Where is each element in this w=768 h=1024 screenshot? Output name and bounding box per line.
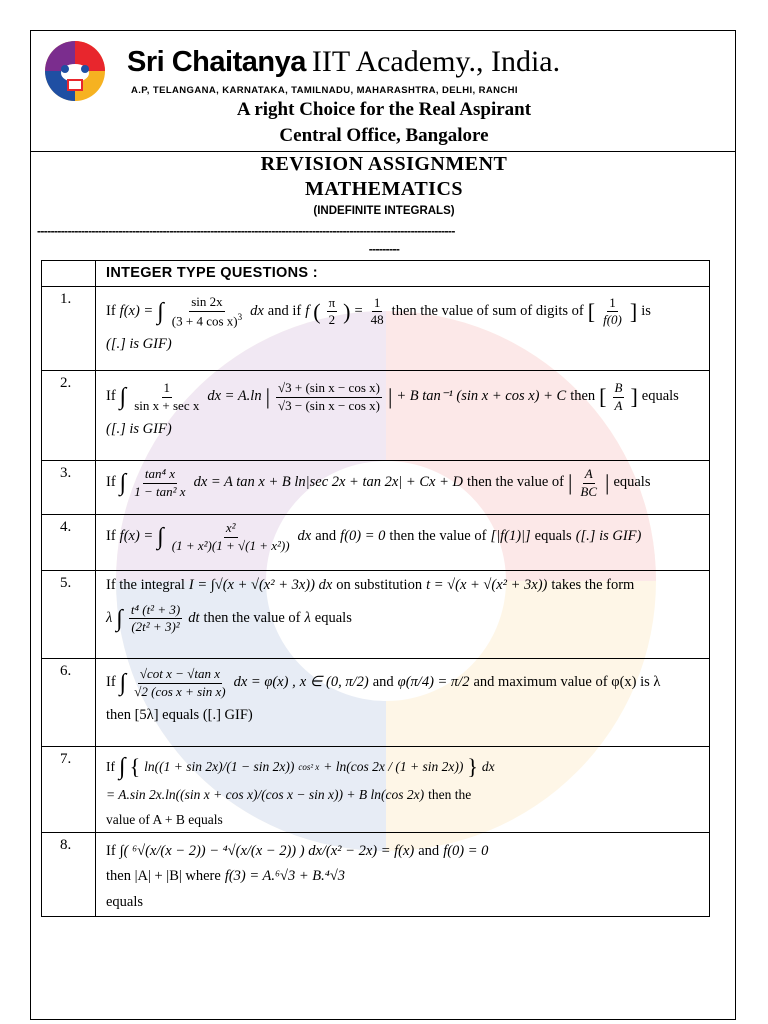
document-page: [30, 30, 736, 1020]
q-text: and: [372, 674, 394, 691]
states-list: A.P, TELANGANA, KARNATAKA, TAMILNADU, MAHARASHTRA, DELHI, RANCHI: [131, 85, 518, 96]
q-text: If the integral: [106, 577, 185, 594]
frac-den: 1 − tan² x: [134, 483, 186, 499]
question-number: 5.: [42, 571, 96, 659]
q-text: then the value of sum of digits of: [391, 303, 584, 320]
question-text: [96, 747, 710, 832]
q-text: then the value of: [389, 528, 487, 545]
q-text: then the value of: [203, 609, 301, 626]
q-fraction: [170, 521, 292, 553]
bracket: [: [587, 298, 596, 324]
q-note: ([.] is GIF): [106, 336, 172, 353]
bracket: ]: [629, 298, 638, 324]
question-text: [96, 659, 710, 747]
paren: (: [313, 298, 321, 324]
abs-bar: |: [605, 470, 610, 496]
question-text: [96, 371, 710, 461]
q-text: If: [106, 842, 116, 859]
q-fraction: [132, 381, 201, 413]
integral-sign: ∫: [119, 384, 127, 411]
frac-den: (1 + x²)(1 + √(1 + x²)): [171, 537, 290, 553]
q-math: dx: [250, 303, 264, 320]
q-fraction: [276, 381, 382, 413]
question-text: [96, 461, 710, 515]
q-note: ([.] is GIF): [106, 420, 172, 437]
question-number: 8.: [42, 832, 96, 916]
q-text: then the value of: [466, 474, 564, 491]
q-math: f(0) = 0: [443, 842, 489, 859]
brand-strong: Sri Chaitanya: [127, 46, 306, 78]
question-number: 3.: [42, 461, 96, 515]
tagline: A right Choice for the Real Aspirant: [236, 99, 532, 120]
exponent: cos² x: [298, 761, 320, 772]
q-text: equals: [641, 388, 679, 405]
section-header-row: [42, 261, 710, 287]
q-text: equals: [106, 893, 144, 910]
q-text: If: [106, 474, 116, 491]
frac-den: 48: [370, 312, 384, 328]
question-row: [42, 461, 710, 515]
question-number: 6.: [42, 659, 96, 747]
q-text: equals: [613, 474, 651, 491]
question-row: [42, 515, 710, 571]
q-math: dt: [188, 609, 200, 626]
question-row: [42, 747, 710, 832]
integral-sign: ∫: [157, 524, 164, 551]
empty-cell: [42, 261, 96, 287]
question-number: 4.: [42, 515, 96, 571]
q-math: f(x) =: [119, 303, 154, 320]
abs-bar: |: [387, 384, 393, 410]
q-math: [|f(1)|]: [490, 528, 531, 545]
academy-logo-icon: [43, 39, 107, 103]
q-math: x ∈ (0, π/2): [299, 674, 369, 691]
q-math: ∫( ⁶√(x/(x − 2)) − ⁴√(x/(x − 2)) ) dx/(x² − 2x) = f(x): [119, 842, 415, 859]
frac-num: A: [583, 467, 595, 483]
equals-sign: =: [354, 303, 363, 320]
q-math: + B tan⁻¹ (sin x + cos x) + C: [396, 388, 567, 405]
brand-name: [127, 45, 560, 79]
abs-bar: |: [265, 384, 270, 410]
q-fraction: [613, 381, 625, 413]
q-text: and: [418, 842, 440, 859]
q-math: dx: [481, 759, 495, 775]
frac-den: f(0): [603, 312, 622, 328]
q-fraction: [170, 295, 244, 328]
q-text: and: [315, 528, 337, 545]
q-fraction: [129, 603, 182, 635]
frac-num: sin 2x: [189, 295, 224, 311]
q-math: λ: [106, 609, 113, 626]
q-text: and if: [267, 303, 302, 320]
frac-den: [170, 312, 244, 329]
q-fraction: [601, 296, 624, 328]
q-text: then the: [428, 787, 472, 803]
q-math: f(x) =: [119, 528, 154, 545]
frac-num: 1: [607, 296, 618, 312]
header-divider: [31, 151, 735, 152]
q-text: then [5λ] equals ([.] GIF): [106, 706, 253, 723]
question-text: [96, 515, 710, 571]
frac-den: √3 − (sin x − cos x): [278, 397, 380, 413]
q-math: f(0) = 0: [340, 528, 386, 545]
frac-num: 1: [162, 381, 173, 397]
office-location: Central Office, Bangalore: [279, 125, 489, 146]
q-text: If: [106, 528, 116, 545]
integral-sign: ∫: [119, 754, 126, 781]
frac-num: √3 + (sin x − cos x): [276, 381, 382, 397]
integral-sign: ∫: [116, 605, 123, 632]
question-row: [42, 287, 710, 371]
q-text: equals: [314, 609, 352, 626]
q-math: = A.sin 2x.ln((sin x + cos x)/(cos x − sin x)) + B ln(cos 2x): [106, 787, 425, 803]
q-text: equals: [534, 528, 572, 545]
frac-num: t⁴ (t² + 3): [129, 603, 182, 619]
q-math: ln((1 + sin 2x)/(1 − sin 2x)): [144, 759, 295, 775]
q-math: dx = φ(x) ,: [233, 674, 296, 691]
frac-num: B: [613, 381, 625, 397]
q-math: f(3) = A.⁶√3 + B.⁴√3: [224, 868, 346, 885]
frac-den-text: (3 + 4 cos x): [171, 313, 238, 329]
frac-den: √2 (cos x + sin x): [134, 683, 226, 699]
q-math: φ(π/4) = π/2: [397, 674, 470, 691]
q-fraction: [369, 296, 386, 328]
exponent: 3: [237, 311, 243, 322]
q-fraction: [327, 296, 338, 328]
frac-den: BC: [580, 483, 598, 499]
assignment-topic: (INDEFINITE INTEGRALS): [313, 205, 455, 217]
q-math: dx = A tan x + B ln|sec 2x + tan 2x| + Cx + D: [193, 474, 463, 491]
q-text: and maximum value of φ(x) is λ: [473, 674, 661, 691]
frac-num: x²: [224, 521, 238, 537]
q-text: then |A| + |B| where: [106, 868, 221, 885]
frac-den: 2: [328, 312, 336, 328]
paren: ): [343, 298, 351, 324]
q-fraction: [132, 467, 187, 499]
dashed-divider-tail: ---------: [368, 242, 400, 256]
section-heading: INTEGER TYPE QUESTIONS :: [96, 261, 710, 287]
frac-num: 1: [372, 296, 383, 312]
q-fraction: [578, 467, 599, 499]
question-number: 1.: [42, 287, 96, 371]
q-math: λ: [304, 609, 311, 626]
frac-num: π: [327, 296, 338, 312]
question-row: [42, 571, 710, 659]
q-math: + ln(cos 2x / (1 + sin 2x)): [323, 759, 464, 775]
bracket: ]: [630, 384, 638, 410]
question-text: [96, 832, 710, 916]
frac-den: sin x + sec x: [134, 397, 200, 413]
q-text: takes the form: [551, 577, 635, 594]
integral-sign: ∫: [119, 670, 127, 697]
frac-num: tan⁴ x: [143, 467, 177, 483]
assignment-title: REVISION ASSIGNMENT: [260, 153, 508, 175]
question-number: 2.: [42, 371, 96, 461]
integral-sign: ∫: [157, 298, 164, 325]
abs-bar: |: [568, 470, 573, 496]
question-number: 7.: [42, 747, 96, 832]
q-text: If: [106, 388, 116, 405]
q-text: then: [570, 388, 596, 405]
assignment-subject: MATHEMATICS: [304, 178, 464, 200]
q-text: If: [106, 303, 116, 320]
bracket: [: [599, 384, 607, 410]
brace: }: [467, 754, 478, 780]
question-row: [42, 371, 710, 461]
q-text: on substitution: [336, 577, 423, 594]
q-math: t = √(x + √(x² + 3x)): [426, 577, 548, 594]
q-math: I = ∫√(x + √(x² + 3x)) dx: [188, 577, 333, 594]
question-text: [96, 571, 710, 659]
q-text: If: [106, 674, 116, 691]
question-row: [42, 832, 710, 916]
brace: {: [129, 754, 141, 780]
q-math: f: [305, 303, 310, 320]
frac-num: √cot x − √tan x: [138, 667, 222, 683]
q-text: value of A + B equals: [106, 811, 223, 827]
integral-sign: ∫: [119, 470, 127, 497]
q-math: dx = A.ln: [207, 388, 262, 405]
dashed-divider: ---------------------------------------------------------------------------------------------------------------------------: [37, 224, 455, 238]
frac-den: A: [614, 397, 623, 413]
question-text: [96, 287, 710, 371]
q-text: is: [641, 303, 651, 320]
question-row: [42, 659, 710, 747]
q-math: dx: [297, 528, 312, 545]
brand-rest: IIT Academy., India.: [311, 45, 561, 78]
q-fraction: [132, 667, 227, 699]
q-note: ([.] is GIF): [575, 528, 642, 545]
frac-den: (2t² + 3)²: [131, 619, 180, 635]
q-text: If: [106, 759, 115, 775]
questions-table: [41, 260, 710, 917]
